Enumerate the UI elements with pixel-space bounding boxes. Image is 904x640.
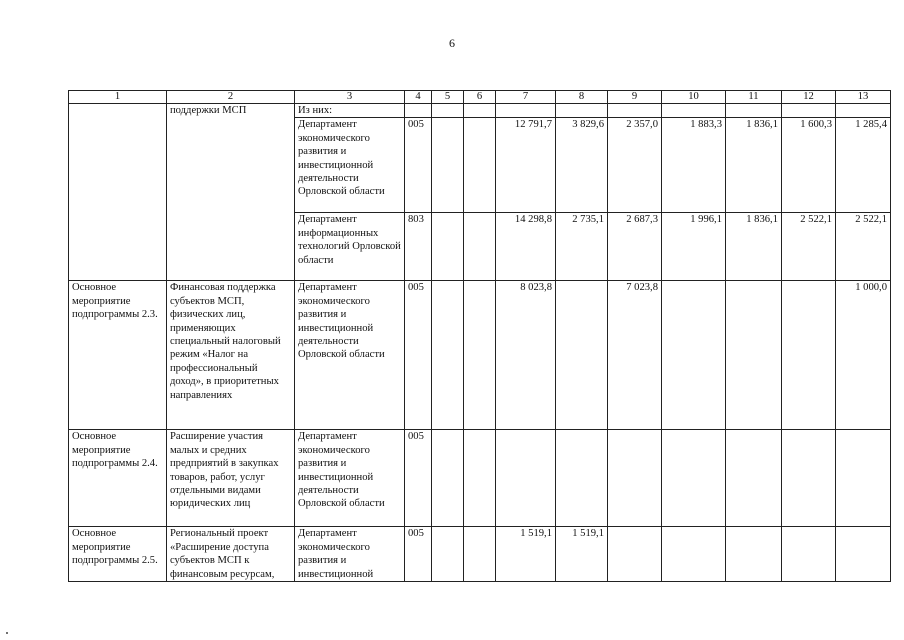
column-header: 4 [405, 91, 432, 104]
cell-value: 1 000,0 [836, 281, 891, 430]
cell-value [608, 104, 662, 118]
cell-executor: Департамент экономического развития и инвестиционной [295, 527, 405, 582]
cell-value [782, 281, 836, 430]
cell-event: Основное мероприятие подпрограммы 2.3. [69, 281, 167, 430]
column-header: 2 [167, 91, 295, 104]
column-header: 7 [496, 91, 556, 104]
cell-value [782, 104, 836, 118]
cell-value [726, 281, 782, 430]
cell-name: Финансовая поддержка субъектов МСП, физических лиц, применяющих специальный налоговый режим «Налог на профессиональный доход», в приоритетных направлениях [167, 281, 295, 430]
cell-value [608, 527, 662, 582]
cell-value [496, 104, 556, 118]
column-header: 12 [782, 91, 836, 104]
cell-value: 1 285,4 [836, 118, 891, 213]
cell-code: 005 [405, 430, 432, 527]
table-row [69, 430, 891, 527]
cell-value [782, 430, 836, 527]
cell-event [69, 104, 167, 281]
cell-value [836, 430, 891, 527]
cell-value [432, 527, 464, 582]
cell-value [556, 104, 608, 118]
column-header: 3 [295, 91, 405, 104]
cell-executor: Из них: [295, 104, 405, 118]
cell-value [464, 213, 496, 281]
cell-value [836, 527, 891, 582]
column-header: 10 [662, 91, 726, 104]
cell-event: Основное мероприятие подпрограммы 2.4. [69, 430, 167, 527]
cell-value: 2 735,1 [556, 213, 608, 281]
cell-code [405, 104, 432, 118]
cell-value: 12 791,7 [496, 118, 556, 213]
cell-value: 1 836,1 [726, 213, 782, 281]
cell-name: поддержки МСП [167, 104, 295, 281]
cell-value [432, 104, 464, 118]
cell-value: 1 519,1 [496, 527, 556, 582]
cell-value [556, 430, 608, 527]
cell-value [464, 104, 496, 118]
cell-value [608, 430, 662, 527]
cell-executor: Департамент информационных технологий Орловской области [295, 213, 405, 281]
column-number-row [69, 91, 891, 104]
cell-value: 7 023,8 [608, 281, 662, 430]
column-header: 1 [69, 91, 167, 104]
cell-value: 1 836,1 [726, 118, 782, 213]
cell-code: 005 [405, 527, 432, 582]
budget-table [68, 90, 891, 582]
cell-value: 1 883,3 [662, 118, 726, 213]
cell-value [432, 281, 464, 430]
table-row [69, 104, 891, 118]
column-header: 8 [556, 91, 608, 104]
cell-value [432, 430, 464, 527]
cell-value [662, 281, 726, 430]
cell-code: 803 [405, 213, 432, 281]
table-row [69, 281, 891, 430]
cell-value: 8 023,8 [496, 281, 556, 430]
cell-value [836, 104, 891, 118]
cell-value [432, 213, 464, 281]
column-header: 6 [464, 91, 496, 104]
column-header: 5 [432, 91, 464, 104]
cell-value: 2 522,1 [836, 213, 891, 281]
scan-speck [6, 632, 8, 634]
cell-value [464, 281, 496, 430]
cell-value: 2 357,0 [608, 118, 662, 213]
cell-value: 2 687,3 [608, 213, 662, 281]
cell-value [556, 281, 608, 430]
cell-value [464, 527, 496, 582]
cell-value: 2 522,1 [782, 213, 836, 281]
cell-value [464, 430, 496, 527]
cell-name: Расширение участия малых и средних предприятий в закупках товаров, работ, услуг отдельными видами юридических лиц [167, 430, 295, 527]
cell-value: 3 829,6 [556, 118, 608, 213]
cell-value [662, 430, 726, 527]
cell-value [726, 104, 782, 118]
cell-value: 1 519,1 [556, 527, 608, 582]
cell-executor: Департамент экономического развития и инвестиционной деятельности Орловской области [295, 430, 405, 527]
cell-executor: Департамент экономического развития и инвестиционной деятельности Орловской области [295, 118, 405, 213]
cell-value [782, 527, 836, 582]
cell-event: Основное мероприятие подпрограммы 2.5. [69, 527, 167, 582]
cell-code: 005 [405, 281, 432, 430]
cell-value: 14 298,8 [496, 213, 556, 281]
column-header: 9 [608, 91, 662, 104]
cell-executor: Департамент экономического развития и инвестиционной деятельности Орловской области [295, 281, 405, 430]
cell-value [496, 430, 556, 527]
cell-name: Региональный проект «Расширение доступа субъектов МСП к финансовым ресурсам, [167, 527, 295, 582]
cell-value [726, 430, 782, 527]
column-header: 11 [726, 91, 782, 104]
cell-value [662, 527, 726, 582]
table-row [69, 527, 891, 582]
cell-code: 005 [405, 118, 432, 213]
cell-value [432, 118, 464, 213]
cell-value: 1 600,3 [782, 118, 836, 213]
column-header: 13 [836, 91, 891, 104]
cell-value [464, 118, 496, 213]
cell-value [662, 104, 726, 118]
cell-value: 1 996,1 [662, 213, 726, 281]
cell-value [726, 527, 782, 582]
page-number: 6 [449, 36, 455, 50]
